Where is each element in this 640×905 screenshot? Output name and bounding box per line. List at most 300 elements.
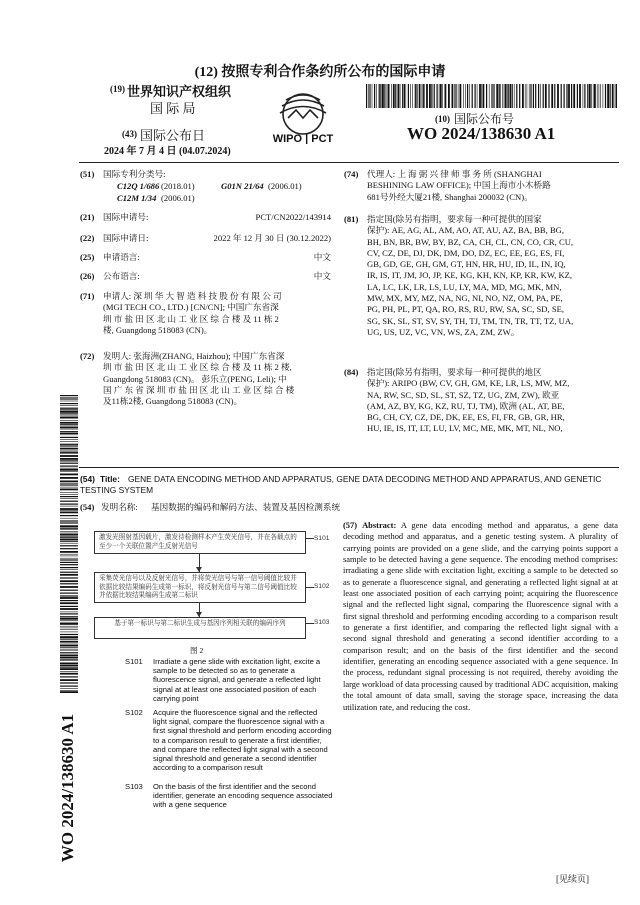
abstract-label: Abstract: [362,520,397,530]
barcode-icon [60,395,78,695]
barcode-bar [60,556,78,557]
states-code: (81) [344,214,359,224]
barcode-bar [60,483,78,484]
lang-value: 中文 [313,252,331,262]
barcode-bar [60,458,78,460]
ipc-2-date: (2006.01) [161,193,195,203]
logo-arc-3 [280,107,326,114]
barcode-bar [486,84,487,108]
barcode-bar [60,683,78,684]
barcode-bar [548,84,549,108]
flow-connector-2 [306,587,314,588]
barcode-bar [475,84,476,108]
barcode-bar [60,431,78,432]
states-line: BH, BN, BR, BW, BY, BZ, CA, CH, CL, CN, CO, CR, CU, [367,236,574,247]
mid-rule [79,467,619,468]
barcode-bar [605,84,606,108]
flow-connector-1 [306,538,314,539]
barcode-bar [60,435,78,436]
states-line: UG, US, UZ, VC, VN, WS, ZA, ZM, ZW。 [367,326,520,337]
barcode-bar [60,424,78,425]
legend-item [125,708,335,784]
barcode-bar [60,567,78,568]
barcode-bar [398,84,400,108]
barcode-bar [60,487,78,488]
barcode-bar [400,84,401,108]
agent-line: 681号外经大厦21楼, Shanghai 200032 (CN)。 [367,191,533,202]
pubdate-value: 2024 年 7 月 4 日 (04.07.2024) [104,146,231,157]
barcode-bar [519,84,520,108]
appdate-label: 国际申请日: [103,233,149,243]
barcode-bar [587,84,588,108]
barcode-bar [529,84,530,108]
barcode-bar [60,629,78,630]
barcode-bar [60,409,78,410]
barcode-bar [584,84,585,108]
barcode-bar [60,444,78,445]
barcode-bar [442,84,443,108]
states-line: 指定国(除另有指明，要求每一种可提供的国家 [367,214,542,224]
barcode-bar [60,536,78,537]
barcode-bar [533,84,534,108]
barcode-bar [491,84,492,108]
barcode-bar [60,477,78,479]
barcode-bar [379,84,380,108]
flow-step-1-label: S101 [314,535,330,542]
applicant-line: (MGI TECH CO., LTD.) [CN/CN]; 中国广东省深 [103,302,279,313]
publang-code: (26) [80,271,95,281]
appno-label: 国际申请号: [103,212,149,222]
barcode-bar [387,84,388,108]
title-code: (54) [80,474,95,484]
barcode-bar [404,84,405,108]
barcode-bar [454,84,455,108]
barcode-bar [60,455,78,457]
barcode-bar [60,572,78,573]
barcode-bar [60,634,78,635]
regional-line: HU, IE, IS, IT, LT, LU, LV, MC, ME, MK, MT, NL, NO, [367,423,563,434]
barcode-bar [60,623,78,625]
barcode-bar [60,510,78,511]
applicant-line: 楼, Guangdong 518083 (CN)。 [103,324,213,335]
applicant-code: (71) [80,291,95,301]
barcode-bar [60,531,78,532]
agent-line: 代理人: 上 海 弼 兴 律 师 事 务 所 (SHANGHAI [367,169,542,179]
barcode-bar [60,650,78,651]
barcode-bar [60,626,78,627]
barcode-bar [60,562,78,563]
barcode-bar [60,522,78,523]
barcode-bar [514,84,515,108]
inventor-line: 发明人: 张海洲(ZHANG, Haizhou); 中国广东省深 [103,351,285,361]
pubdate-label: 国际公布日 [140,128,206,143]
barcode-bar [573,84,575,108]
barcode-bar [60,439,78,440]
barcode-bar [437,84,438,108]
barcode-bar [60,671,78,672]
barcode-bar [372,84,373,108]
barcode-bar [60,628,78,629]
states-line: 保护): AE, AG, AL, AM, AO, AT, AU, AZ, BA, BB, BG, [367,225,565,236]
barcode-bar [60,593,78,594]
barcode-bar [60,539,78,540]
barcode-bar [60,448,78,450]
continued-footer: [见续页] [556,874,589,884]
barcode-bar [60,564,78,565]
states-line: CV, CZ, DE, DJ, DK, DM, DO, DZ, EC, EE, EG, ES, FI, [367,247,565,258]
flow-step-3-label: S103 [314,619,330,626]
barcode-bar [60,559,78,560]
barcode-bar [60,590,78,591]
barcode-bar [448,84,450,108]
barcode-bar [412,84,413,108]
appno-code: (21) [80,212,95,222]
barcode-bar [380,84,381,108]
barcode-bar [505,84,507,108]
inventor-block [103,351,333,407]
publang-value: 中文 [313,271,331,281]
barcode-bar [60,663,78,665]
barcode-bar [60,528,78,529]
barcode-bar [60,641,78,643]
barcode-bar [594,84,596,108]
barcode-bar [543,84,544,108]
barcode-bar [551,84,553,108]
barcode-bar [465,84,466,108]
barcode-bar [60,655,78,657]
barcode-bar [496,84,498,108]
barcode-bar [597,84,598,108]
barcode-bar [60,398,78,399]
barcode-bar [60,466,78,467]
barcode-bar [531,84,532,108]
barcode-bar [60,682,78,683]
barcode-bar [60,413,78,414]
barcode-bar [60,416,78,417]
pubno-label: 国际公布号 [454,112,515,126]
barcode-bar [366,84,367,108]
lang-code: (25) [80,252,95,262]
org-name: 世界知识产权组织 [127,84,232,99]
barcode-bar [60,577,78,578]
barcode-bar [60,451,78,452]
barcode-bar [60,405,78,406]
barcode-bar [60,494,78,495]
barcode-bar [60,667,78,668]
ipc-label: 国际专利分类号: [103,169,166,179]
barcode-bar [60,429,78,430]
barcode-bar [583,84,584,108]
barcode-bar [508,84,509,108]
barcode-bar [384,84,385,108]
barcode-bar [60,612,78,613]
barcode-bar [391,84,392,108]
barcode-bar [60,420,78,421]
barcode-bar [60,676,78,677]
barcode-bar [60,520,78,521]
barcode-bar [410,84,411,108]
applicant-block [103,291,333,336]
barcode-bar [538,84,539,108]
barcode-bar [415,84,416,108]
barcode-bar [60,606,78,607]
barcode-bar [60,545,78,546]
barcode-bar [591,84,592,108]
barcode-bar [593,84,594,108]
barcode-bar [60,395,78,396]
barcode-bar [60,401,78,402]
legend-text: Acquire the fluorescence signal and the reflected light signal, compare the fluorescence signal with a first signal threshold and perform encoding according to a comparison result to generate a first identifier, and compare the reflected light signal with a second signal threshold and generate a second identifier according to a comparison result [153,708,332,773]
barcode-bar [60,474,78,476]
barcode-bar [60,639,78,640]
agent-code: (74) [344,169,359,179]
barcode-bar [492,84,493,108]
barcode-bar [502,84,503,108]
barcode-bar [557,84,559,108]
barcode-bar [60,586,78,588]
appdate-code: (22) [80,233,95,243]
inventor-line: 圳 市 盐 田 区 北 山 工 业 区 综 合 楼 及 11 栋 2 楼, [103,362,292,373]
barcode-bar [60,453,78,454]
barcode-bar [60,525,78,527]
logo-wave [288,110,318,118]
barcode-bar [610,84,611,108]
regional-line: NA, RW, SC, SD, SL, ST, SZ, TZ, UG, ZM, ZW), 欧亚 [367,389,560,400]
regional-code: (84) [344,367,359,377]
agent-line: BESHINING LAW OFFICE); 中国上海市小木桥路 [367,180,551,191]
pubno-value: WO 2024/138630 A1 [407,124,556,143]
barcode-bar [60,422,78,424]
barcode-bar [393,84,395,108]
applicant-line: 申请人: 深 圳 华 大 智 造 科 技 股 份 有 限 公 司 [103,291,282,301]
barcode-bar [60,620,78,621]
barcode-bar [60,558,78,559]
flow-connector-3 [306,623,314,624]
barcode-bar [422,84,423,108]
title-label: Title: [100,474,120,484]
abstract-text: A gene data encoding method and apparatus, a gene data decoding method and apparatus, and a genetic testing system. A plurality of carrying points are provided on a gene slide, and the carrying points support a sample to be detected having a gene sequence. The encoding method comprises: irradiating a gene slide with excitation light, exciting a sample to be detected so as to generate a fluorescence signal, and generating a reflected light signal at at least one associated position of each carrying point; acquiring the fluorescence signal and the reflected light signal, comparing the fluorescence signal with a first signal threshold and performing encoding according to a comparison result to generate a first identifier, and comparing the reflected light signal with a second signal threshold and generating a second identifier according to a comparison result; and on the basis of the first identifier and the second identifier, generating an encoding sequence associated with a gene sequence. In the process, redundant signal processing is not required, thereby avoiding the large workload of data processing caused by traditional ADC acquisition, making the total amount of data small, saving the storage space, increasing the data utilization rate, and reducing the cost. [343,520,618,712]
org-sub: 国 际 局 [150,101,196,116]
barcode-bar [60,580,78,582]
barcode-bar [60,492,78,493]
barcode-bar [408,84,409,108]
barcode-bar [463,84,464,108]
barcode-bar [60,521,78,522]
flow-step-1: 激发光照射基因载片，激发待检测样本产生荧光信号，并在各载点的至少一个关联位置产生反射光信号 [94,531,306,554]
barcode-bar [388,84,390,108]
lang-label: 申请语言: [103,252,140,262]
wipo-logo [258,84,348,144]
barcode-bar [507,84,508,108]
ipc-code: (51) [80,169,95,179]
barcode-bar [483,84,485,108]
abstract-block [343,520,618,713]
barcode-bar [599,84,600,108]
legend-key: S101 [125,657,143,666]
barcode-bar [60,657,78,658]
barcode-bar [60,537,78,538]
top-rule [79,162,619,163]
title-cn: 基因数据的编码和解码方法、装置及基因检测系统 [151,502,341,512]
legend-item [125,657,335,705]
barcode-bar [60,518,78,519]
barcode-bar [60,445,78,446]
barcode-bar [382,84,384,108]
barcode-bar [423,84,424,108]
barcode-bar [512,84,513,108]
states-block [367,214,619,338]
states-line: SG, SK, SL, ST, SV, SY, TH, TJ, TM, TN, TR, TT, TZ, UA, [367,315,574,326]
barcode-bar [60,403,78,404]
barcode-bar [434,84,435,108]
barcode-bar [522,84,524,108]
barcode-bar [60,569,78,570]
barcode-bar [493,84,494,108]
barcode-bar [439,84,440,108]
barcode-bar [60,600,78,601]
barcode-bar [527,84,528,108]
flow-step-2-label: S102 [314,583,330,590]
figure-caption: 图 2 [190,646,204,655]
barcode-bar [489,84,490,108]
barcode-bar [60,616,78,617]
barcode-bar [374,84,375,108]
abstract-code: (57) [343,520,358,530]
barcode-bar [60,496,78,497]
barcode-bar [460,84,462,108]
barcode-bar [60,548,78,549]
title-en: GENE DATA ENCODING METHOD AND APPARATUS, GENE DATA DECODING METHOD AND APPARATUS, AND GENETIC TESTING SYSTEM [80,474,602,495]
inventor-line: 国 广 东 省 深 圳 市 盐 田 区 北 山 工 业 区 综 合 楼 [103,384,295,395]
org-code: (19) [110,84,125,94]
states-line: MW, MX, MY, MZ, NA, NG, NI, NO, NZ, OM, PA, PE, [367,293,563,304]
barcode-bar [458,84,459,108]
barcode-bar [60,679,78,681]
barcode-bar [60,485,78,486]
barcode-bar [60,574,78,576]
logo-text: WIPO | PCT [272,133,334,144]
barcode-bar [60,411,78,413]
publang-label: 公布语言: [103,271,140,281]
barcode-bar [530,84,531,108]
appdate-value: 2022 年 12 月 30 日 (30.12.2022) [213,233,331,243]
states-line: GB, GD, GE, GH, GM, GT, HN, HR, HU, ID, IL, IN, IQ, [367,259,566,270]
barcode-bar [500,84,501,108]
barcode-bar [615,84,616,108]
barcode-bar [60,659,78,660]
barcode-bar [60,622,78,623]
barcode-bar [60,533,78,534]
barcode-bar [481,84,482,108]
barcode-bar [60,481,78,483]
barcode-bar [60,660,78,661]
barcode-bar [369,84,370,108]
barcode-bar [60,397,78,398]
side-publication-number: WO 2024/138630 A1 [58,713,77,863]
document-title: (12) 按照专利合作条约所公布的国际申请 [194,65,446,80]
barcode-bar [60,489,78,491]
barcode-bar [445,84,447,108]
barcode-bar [554,84,555,108]
barcode-bar [60,504,78,505]
barcode-bar [600,84,601,108]
inventor-line: 及11栋2楼, Guangdong 518083 (CN)。 [103,396,243,407]
barcode-bar [60,508,78,510]
barcode-bar [60,433,78,434]
barcode-bar [60,551,78,553]
barcode-bar [60,652,78,653]
barcode-bar [60,417,78,419]
barcode-bar [603,84,604,108]
regional-block [367,367,619,435]
ipc-2: C12M 1/34 [117,193,157,203]
barcode-bar [516,84,517,108]
barcode-bar [561,84,562,108]
ipc-1b-date: (2006.01) [268,181,302,191]
barcode-bar [60,649,78,650]
barcode-bar [60,468,78,469]
barcode-bar [60,632,78,633]
inventor-line: Guangdong 518083 (CN)。 彭乐立(PENG, Leli); 中 [103,373,287,384]
barcode-bar [479,84,481,108]
legend-item [125,782,335,812]
barcode-bar [426,84,428,108]
barcode-bar [607,84,609,108]
barcode-bar [440,84,442,108]
barcode-bar [469,84,470,108]
barcode-bar [540,84,541,108]
barcode-bar [545,84,547,108]
legend-key: S103 [125,782,143,791]
regional-line: 指定国(除另有指明，要求每一种可提供的地区 [367,367,542,377]
barcode-bar [60,554,78,555]
barcode-bar [616,84,617,108]
barcode-bar [525,84,526,108]
barcode-bar [60,463,78,464]
regional-line: (AM, AZ, BY, KG, KZ, RU, TJ, TM), 欧洲 (AL, AT, BE, [367,400,565,411]
ipc-1b: G01N 21/64 [221,181,264,191]
barcode-bar [510,84,511,108]
applicant-line: 圳 市 盐 田 区 北 山 工 业 区 综 合 楼 及 11 栋 2 [103,313,279,324]
barcode-bar [60,512,78,514]
barcode-bar [60,602,78,604]
barcode-bar [504,84,505,108]
states-line: IR, IS, IT, JM, JO, JP, KE, KG, KH, KN, KP, KR, KW, KZ, [367,270,573,281]
legend-text: On the basis of the first identifier and the second identifier, generate an encoding sequence associated with a gene sequence [153,782,333,810]
barcode-bar [429,84,431,108]
barcode-bar [368,84,369,108]
title-cn-code: (54) [80,502,95,512]
barcode-bar [60,515,78,516]
barcode-bar [60,608,78,610]
barcode-bar [589,84,591,108]
barcode-bar [424,84,425,108]
barcode-bar [60,408,78,409]
barcode-bar [60,471,78,472]
barcode-bar [60,541,78,542]
barcode-bar [60,618,78,620]
ipc-1a-date: (2018.01) [161,181,195,191]
barcode-bar [60,427,78,429]
barcode-bar [499,84,500,108]
barcode-bar [60,543,78,544]
barcode-bar [406,84,407,108]
barcode-bar [60,452,78,453]
barcode-bar [419,84,421,108]
flow-step-2: 采集荧光信号以及反射光信号，并将荧光信号与第一信号阈值比较并依据比较结果编码生成第一标识，将反射光信号与第二信号阈值比较并依据比较结果编码生成第二标识 [94,572,306,603]
barcode-bar [431,84,432,108]
barcode-bar [60,647,78,648]
